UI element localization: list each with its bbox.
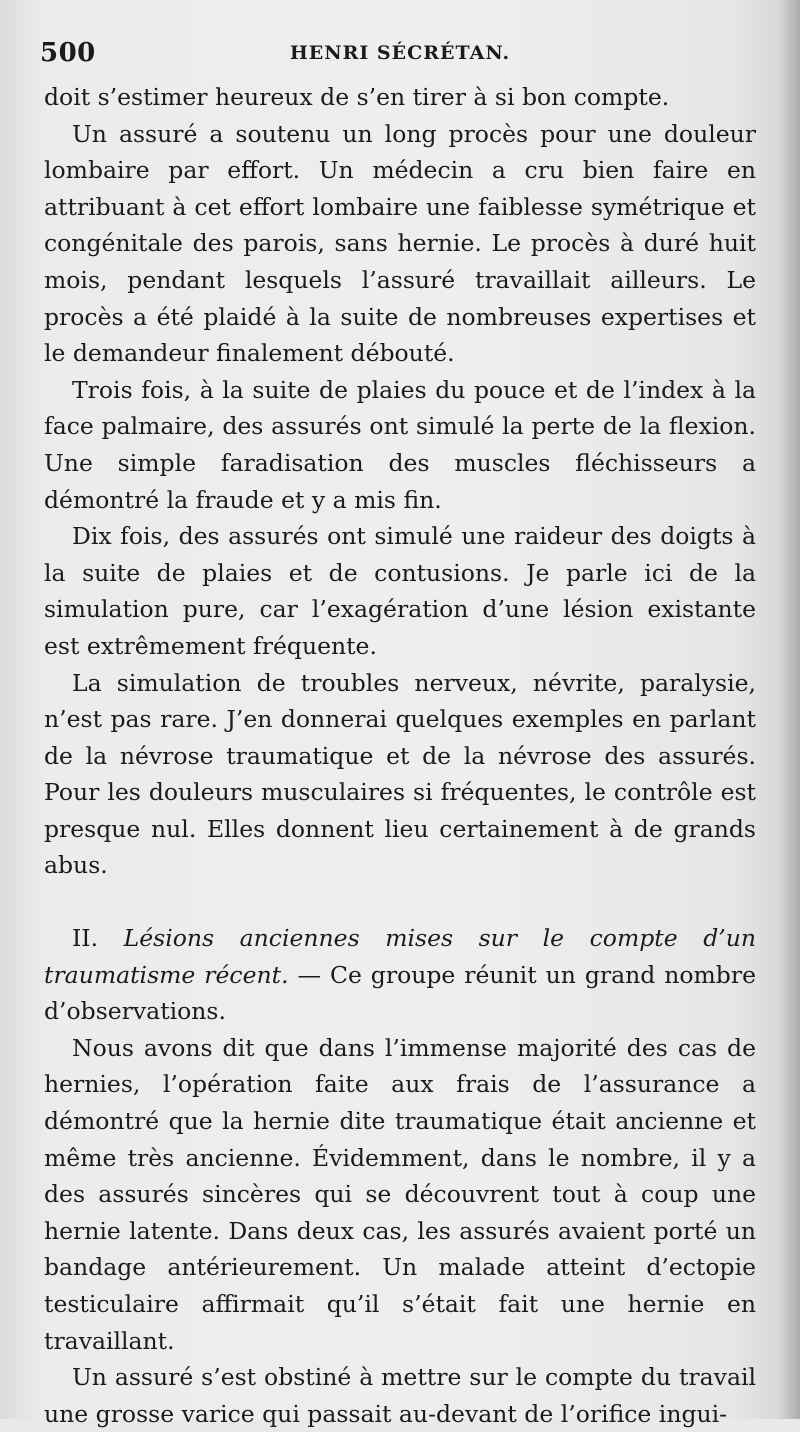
paragraph: Nous avons dit que dans l’immense majorité des cas de hernies, l’opération faite aux frais de l’assurance a démontré que la hernie dite traumatique était ancienne et même très ancienne. Évidemment, dans le nombre, il y a des assurés sincères qui se découvrent tout à coup une hernie latente. Dans deux cas, les assurés avaient porté un bandage antérieurement. Un malade atteint d’ectopie testiculaire affirmait qu’il s’était fait une hernie en travaillant. — [44, 1033, 756, 1355]
running-head: HENRI SÉCRÉTAN. — [289, 42, 511, 64]
section-number: II. — [72, 924, 99, 953]
paragraph: Un assuré a soutenu un long procès pour une douleur lombaire par effort. Un médecin a cru bien faire en attribuant à cet effort lombaire une faiblesse symétrique et congénitale des parois, sans hernie. Le procès à duré huit mois, pendant lesquels l’assuré travaillait ailleurs. Le procès a été plaidé à la suite de nombreuses expertises et le demandeur finalement débouté. — [44, 119, 756, 368]
section-text: — Ce groupe réunit un grand nombre d’observations. — [44, 960, 756, 1026]
section-heading-paragraph — [44, 920, 756, 1030]
body-text — [44, 79, 756, 1432]
page-header — [40, 38, 760, 74]
paragraph: Un assuré s’est obstiné à mettre sur le compte du travail une grosse varice qui passait au-devant de l’orifice ingui- — [44, 1363, 756, 1428]
paragraph: Dix fois, des assurés ont simulé une raideur des doigts à la suite de plaies et de contusions. Je parle ici de la simulation pure, car l’exagération d’une lésion existante est extrêmement fréquente. — [44, 522, 756, 660]
section-title: Lésions anciennes mises sur le compte d’un traumatisme récent. — [44, 924, 756, 989]
paragraph: La simulation de troubles nerveux, névrite, paralysie, n’est pas rare. J’en donnerai quelques exemples en parlant de la névrose traumatique et de la névrose des assurés. Pour les douleurs musculaires si fréquentes, le contrôle est presque nul. Elles donnent lieu certainement à de grands abus. — [44, 668, 756, 880]
paragraph: Trois fois, à la suite de plaies du pouce et de l’index à la face palmaire, des assurés ont simulé la perte de la flexion. Une simple faradisation des muscles fléchisseurs a démontré la fraude et y a mis fin. — [44, 375, 756, 514]
paragraph: doit s’estimer heureux de s’en tirer à si bon compte. — [44, 83, 670, 111]
page-edge-shadow — [778, 0, 800, 1419]
page-number: 500 — [40, 38, 96, 68]
